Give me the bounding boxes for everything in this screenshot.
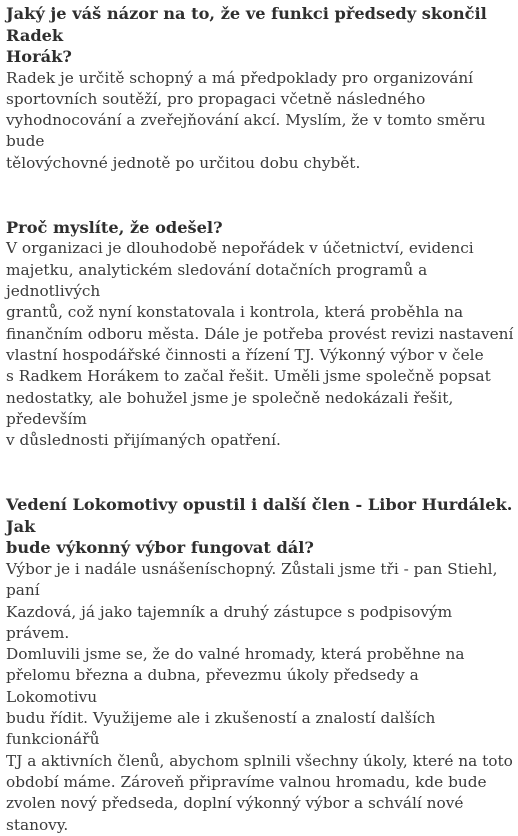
qa-block (6, 0, 514, 174)
interview-answer: Výbor je i nadále usnášeníschopný. Zůstali jsme tři - pan Stiehl, paní Kazdová, já jako tajemník a druhý zástupce s podpisovým právem. Domluvili jsme se, že do valné hromady, která proběhne na přelomu března a dubna, převezmu úkoly předsedy a Lokomotivu budu řídit. Využijeme ale i zkušeností a znalostí dalších funkcionářů TJ a aktivních členů, abychom splnili všechny úkoly, které na toto období máme. Zároveň připravíme valnou hromadu, kde bude zvolen nový předseda, doplní výkonný výbor a schválí nové stanovy. (6, 559, 513, 834)
interview-question: Jaký je váš názor na to, že ve funkci předsedy skončil Radek Horák? (6, 4, 487, 66)
interview-answer: V organizaci je dlouhodobě nepořádek v účetnictví, evidenci majetku, analytickém sledování dotačních programů a jednotlivých grantů, což nyní konstatovala i kontrola, která proběhla na finančním odboru města. Dále je potřeba provést revizi nastavení vlastní hospodářské činnosti a řízení TJ. Výkonný výbor v čele s Radkem Horákem to začal řešit. Uměli jsme společně popsat nedostatky, ale bohužel jsme je společně nedokázali řešit, především v důslednosti přijímaných opatření. (6, 239, 514, 450)
interview-question: Vedení Lokomotivy opustil i další člen - Libor Hurdálek. Jak bude výkonný výbor fungovat dál? (6, 495, 513, 558)
qa-block (6, 217, 514, 451)
interview-question: Proč myslíte, že odešel? (6, 217, 223, 237)
interview-answer: Radek je určitě schopný a má předpoklady pro organizování sportovních soutěží, pro propagaci včetně následného vyhodnocování a zveřejňování akcí. Myslím, že v tomto směru bude tělovýchovné jednotě po určitou dobu chybět. (6, 68, 486, 172)
qa-block (6, 494, 514, 835)
